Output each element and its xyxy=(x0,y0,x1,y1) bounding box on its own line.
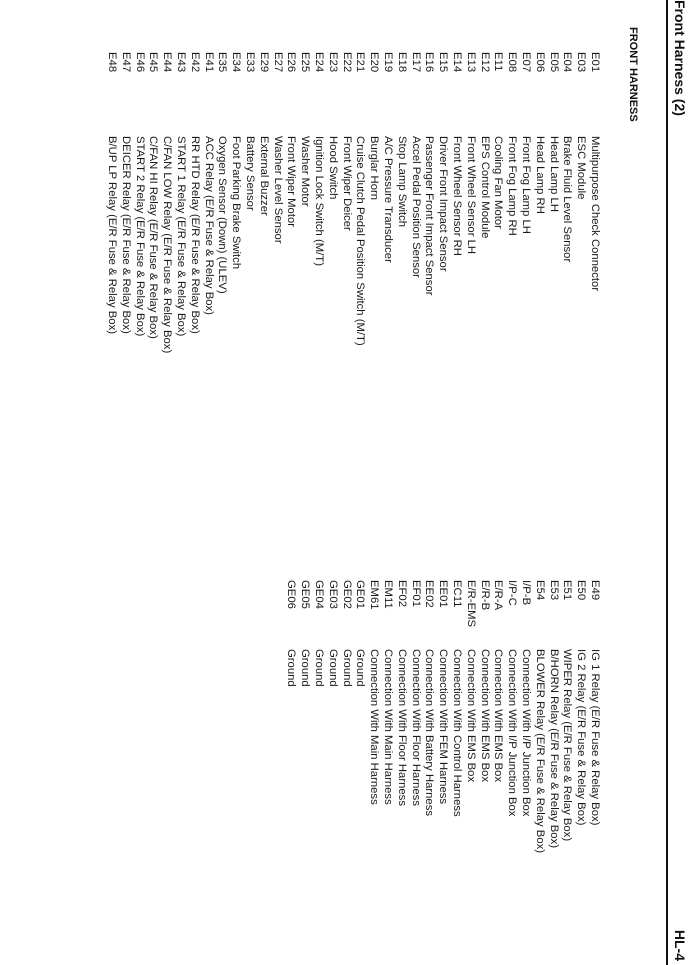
connector-row xyxy=(560,580,574,960)
connector-row xyxy=(132,52,146,612)
connector-row xyxy=(435,580,449,960)
connector-row xyxy=(518,580,532,960)
connector-description: ESC Module xyxy=(575,136,588,200)
connector-code: E49 xyxy=(589,580,601,601)
connector-description: Connection With EMS Box xyxy=(478,649,491,783)
connector-row xyxy=(463,580,477,960)
connector-code: E46 xyxy=(133,52,146,73)
connector-description: START 2 Relay (E/R Fuse & Relay Box) xyxy=(133,136,146,337)
connector-description: Front Wiper Motor xyxy=(285,136,298,228)
connector-description: START 1 Relay (E/R Fuse & Relay Box) xyxy=(175,136,188,337)
connector-code: E05 xyxy=(547,52,560,73)
connector-code: E15 xyxy=(437,52,450,73)
connector-code: E13 xyxy=(464,52,477,73)
connector-code: E54 xyxy=(533,580,546,601)
connector-description: Connection With Battery Harness xyxy=(423,649,436,817)
connector-row xyxy=(587,580,601,960)
connector-code: E14 xyxy=(451,52,464,73)
connector-row xyxy=(463,52,477,612)
connector-description: Cooling Fan Motor xyxy=(492,136,505,229)
connector-code: E29 xyxy=(257,52,270,73)
connector-description: Connection With I/P Junction Box xyxy=(520,649,533,817)
connector-code: I/P-B xyxy=(520,580,533,606)
connector-code: E33 xyxy=(244,52,257,73)
connector-description: C/FAN HI Relay (E/R Fuse & Relay Box) xyxy=(147,136,160,339)
connector-description: Driver Front Impact Sensor xyxy=(437,136,450,272)
section-title: FRONT HARNESS xyxy=(627,27,639,122)
connector-row xyxy=(284,580,298,960)
connector-description: DEICER Relay (E/R Fuse & Relay Box) xyxy=(119,136,132,334)
connector-code: GE06 xyxy=(285,580,298,609)
connector-row xyxy=(353,52,367,612)
connector-row xyxy=(491,52,505,612)
connector-row xyxy=(118,52,132,612)
connector-description: Foot Parking Brake Switch xyxy=(230,136,243,270)
connector-row xyxy=(297,580,311,960)
connector-description: Connection With FEM Harness xyxy=(437,649,450,805)
connector-description: Ground xyxy=(313,649,326,687)
connector-code: E03 xyxy=(575,52,588,73)
connector-row xyxy=(297,52,311,612)
connector-code: E48 xyxy=(106,52,119,73)
connector-row xyxy=(339,580,353,960)
connector-row xyxy=(394,580,408,960)
connector-row xyxy=(408,52,422,612)
connector-code: EF02 xyxy=(395,580,408,608)
connector-code: E22 xyxy=(340,52,353,73)
connector-row xyxy=(504,580,518,960)
connector-row xyxy=(325,580,339,960)
connector-row xyxy=(477,580,491,960)
connector-code: E45 xyxy=(147,52,160,73)
connector-description: Front Fog Lamp LH xyxy=(520,136,533,234)
connector-code: E51 xyxy=(561,580,574,601)
connector-description: External Buzzer xyxy=(257,136,270,216)
connector-row xyxy=(339,52,353,612)
connector-row xyxy=(311,52,325,612)
connector-code: E53 xyxy=(547,580,560,601)
connector-code: E44 xyxy=(161,52,174,73)
connector-row xyxy=(311,580,325,960)
connector-description: Front Wheel Sensor RH xyxy=(451,136,464,256)
connector-description: IG 1 Relay (E/R Fuse & Relay Box) xyxy=(589,649,601,826)
connector-description: Stop Lamp Switch xyxy=(395,136,408,228)
right-connector-list xyxy=(284,580,601,960)
connector-description: ACC Relay (E/R Fuse & Relay Box) xyxy=(202,136,215,315)
connector-description: Burglar Horn xyxy=(368,136,381,201)
connector-description: RR HTD Relay (E/R Fuse & Relay Box) xyxy=(188,136,201,334)
connector-description: Cruise Clutch Pedal Position Switch (M/T) xyxy=(354,136,367,346)
connector-row xyxy=(435,52,449,612)
connector-description: Ground xyxy=(340,649,353,687)
connector-code: GE05 xyxy=(299,580,312,609)
connector-row xyxy=(366,52,380,612)
connector-description: Connection With Control Harness xyxy=(451,649,464,817)
connector-code: E18 xyxy=(395,52,408,73)
connector-row xyxy=(449,52,463,612)
connector-row xyxy=(242,52,256,612)
connector-code: E11 xyxy=(492,52,505,72)
connector-code: GE04 xyxy=(313,580,326,609)
connector-description: Accel Pedal Position Sensor xyxy=(409,136,422,278)
connector-row xyxy=(449,580,463,960)
connector-code: E06 xyxy=(533,52,546,73)
connector-code: EE02 xyxy=(423,580,436,608)
left-connector-list xyxy=(104,52,601,612)
connector-code: EE01 xyxy=(437,580,450,608)
connector-code: E16 xyxy=(423,52,436,73)
connector-code: GE01 xyxy=(354,580,367,609)
connector-code: E21 xyxy=(354,52,367,73)
connector-code: E34 xyxy=(230,52,243,73)
connector-code: E24 xyxy=(313,52,326,73)
connector-description: BLOWER Relay (E/R Fuse & Relay Box) xyxy=(533,649,546,854)
connector-row xyxy=(573,52,587,612)
connector-code: EF01 xyxy=(409,580,422,608)
connector-description: Oxygen Sensor (Down) (ULEV) xyxy=(216,136,229,294)
connector-description: Ground xyxy=(285,649,298,687)
connector-code: E47 xyxy=(119,52,132,73)
connector-description: Front Wiper Deicer xyxy=(340,136,353,231)
connector-row xyxy=(408,580,422,960)
connector-code: E26 xyxy=(285,52,298,73)
connector-description: A/C Pressure Transducer xyxy=(382,136,395,263)
connector-row xyxy=(160,52,174,612)
connector-row xyxy=(546,52,560,612)
connector-row xyxy=(256,52,270,612)
connector-code: E/R-B xyxy=(478,580,491,611)
connector-code: E42 xyxy=(188,52,201,73)
connector-description: Front Fog Lamp RH xyxy=(506,136,519,236)
connector-row xyxy=(587,52,601,612)
connector-row xyxy=(366,580,380,960)
connector-row xyxy=(560,52,574,612)
connector-row xyxy=(215,52,229,612)
connector-row xyxy=(532,52,546,612)
connector-code: E20 xyxy=(368,52,381,73)
connector-row xyxy=(104,52,118,612)
connector-description: Connection With Main Harness xyxy=(368,649,381,805)
connector-row xyxy=(228,52,242,612)
connector-code: E17 xyxy=(409,52,422,73)
connector-code: E41 xyxy=(202,52,215,73)
connector-row xyxy=(573,580,587,960)
connector-description: B/UP LP Relay (E/R Fuse & Relay Box) xyxy=(106,136,119,334)
connector-code: E25 xyxy=(299,52,312,73)
connector-description: Hood Switch xyxy=(326,136,339,200)
connector-description: Passenger Front Impact Sensor xyxy=(423,136,436,296)
connector-row xyxy=(477,52,491,612)
connector-row xyxy=(270,52,284,612)
connector-description: EPS Control Module xyxy=(478,136,491,239)
connector-description: C/FAN LOW Relay (E/R Fuse & Relay Box) xyxy=(161,136,174,354)
connector-code: EC11 xyxy=(451,580,464,608)
connector-description: Connection With Floor Harness xyxy=(409,649,422,806)
connector-description: Ignition Lock Switch (M/T) xyxy=(313,136,326,266)
connector-row xyxy=(422,52,436,612)
connector-description: Ground xyxy=(354,649,367,687)
connector-row xyxy=(504,52,518,612)
connector-code: E04 xyxy=(561,52,574,73)
connector-description: Head Lamp RH xyxy=(533,136,546,214)
connector-code: GE03 xyxy=(326,580,339,609)
connector-description: Ground xyxy=(299,649,312,687)
connector-code: E23 xyxy=(326,52,339,73)
connector-code: E12 xyxy=(478,52,491,73)
connector-description: Washer Level Sensor xyxy=(271,136,284,244)
page-number: HL-4 xyxy=(672,929,688,961)
connector-description: Battery Sensor xyxy=(244,136,257,211)
connector-row xyxy=(201,52,215,612)
connector-code: E50 xyxy=(575,580,588,601)
connector-row xyxy=(284,52,298,612)
connector-code: E19 xyxy=(382,52,395,73)
page-title: Front Harness (2) xyxy=(672,0,688,116)
connector-code: E/R-EMS xyxy=(464,580,477,628)
connector-description: Head Lamp LH xyxy=(547,136,560,212)
connector-row xyxy=(532,580,546,960)
connector-code: E35 xyxy=(216,52,229,73)
connector-row xyxy=(353,580,367,960)
connector-description: Ground xyxy=(326,649,339,687)
connector-description: Washer Motor xyxy=(299,136,312,207)
connector-row xyxy=(173,52,187,612)
connector-description: Front Wheel Sensor LH xyxy=(464,136,477,255)
connector-description: Connection With Floor Harness xyxy=(395,649,408,806)
connector-description: Connection With I/P Junction Box xyxy=(506,649,519,817)
connector-code: E43 xyxy=(175,52,188,73)
connector-code: E07 xyxy=(520,52,533,73)
connector-description: Brake Fluid Level Sensor xyxy=(561,136,574,263)
connector-code: E27 xyxy=(271,52,284,73)
connector-row xyxy=(422,580,436,960)
connector-row xyxy=(394,52,408,612)
connector-code: E08 xyxy=(506,52,519,73)
connector-description: Multipurpose Check Connector xyxy=(589,136,601,292)
connector-code: I/P-C xyxy=(506,580,519,606)
connector-row xyxy=(325,52,339,612)
connector-description: B/HORN Relay (E/R Fuse & Relay Box) xyxy=(547,649,560,849)
connector-code: GE02 xyxy=(340,580,353,609)
connector-row xyxy=(380,52,394,612)
connector-description: Connection With Main Harness xyxy=(382,649,395,805)
connector-row xyxy=(146,52,160,612)
connector-row xyxy=(187,52,201,612)
connector-row xyxy=(518,52,532,612)
connector-code: E/R-A xyxy=(492,580,505,611)
connector-row xyxy=(546,580,560,960)
connector-description: IG 2 Relay (E/R Fuse & Relay Box) xyxy=(575,649,588,826)
header-rule xyxy=(666,0,668,965)
connector-row xyxy=(491,580,505,960)
connector-code: EM61 xyxy=(368,580,381,610)
connector-description: Connection With EMS Box xyxy=(492,649,505,783)
connector-code: EM11 xyxy=(382,580,395,609)
connector-code: E01 xyxy=(589,52,601,73)
connector-row xyxy=(380,580,394,960)
connector-description: WIPER Relay (E/R Fuse & Relay Box) xyxy=(561,649,574,842)
connector-description: Connection With EMS Box xyxy=(464,649,477,783)
